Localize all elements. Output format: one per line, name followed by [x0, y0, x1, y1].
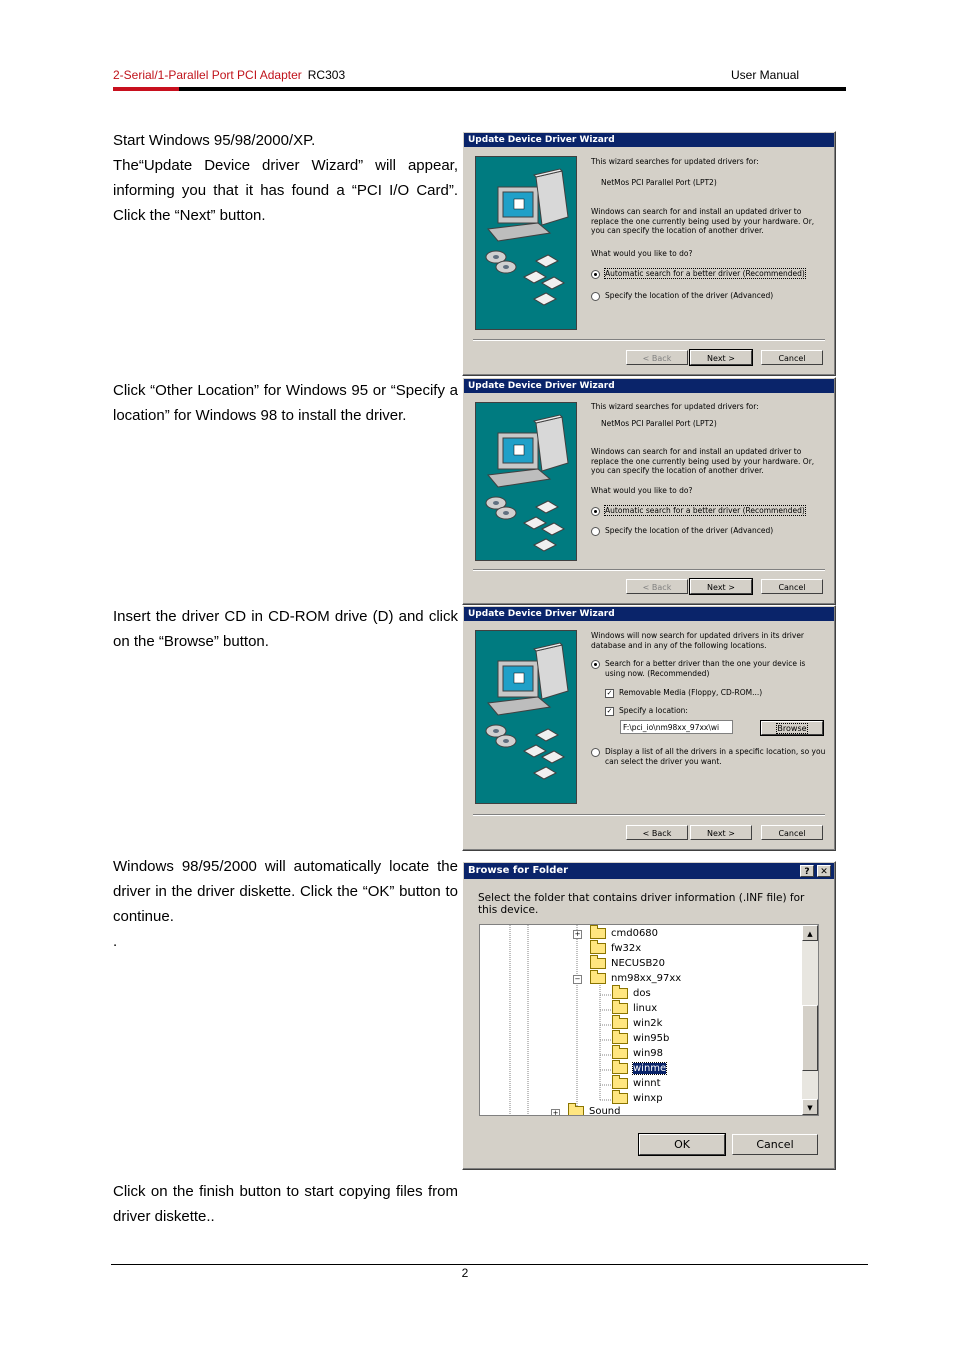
wizard-2-question: What would you like to do?	[591, 486, 693, 495]
next-button[interactable]: Next >	[690, 579, 752, 594]
radio-specify-label: Specify the location of the driver (Advanced)	[605, 291, 774, 300]
browse-for-folder-dialog	[462, 861, 836, 1170]
tree-item-winme[interactable]	[612, 1062, 666, 1076]
radio-search-label: Search for a better driver than the one your device is using now. (Recommended)	[605, 659, 806, 678]
step-1-line-1: Start Windows 95/98/2000/XP.	[113, 132, 316, 149]
wizard-dialog-3	[462, 605, 836, 851]
tree-label: fw32x	[611, 943, 642, 954]
cancel-button[interactable]: Cancel	[761, 825, 823, 840]
radio-specify-label: Specify the location of the driver (Advanced)	[605, 526, 774, 535]
tree-label: dos	[633, 988, 651, 999]
cancel-button[interactable]: Cancel	[761, 579, 823, 594]
wizard-2-title: Update Device Driver Wizard	[464, 379, 834, 393]
footer-rule	[111, 1264, 868, 1265]
wizard-2-separator	[473, 569, 825, 571]
radio-unselected-icon[interactable]	[591, 527, 600, 536]
header-product	[113, 68, 345, 82]
tree-label: win95b	[633, 1033, 670, 1044]
header-rule-red	[113, 87, 179, 91]
wizard-1-separator	[473, 339, 825, 341]
folder-tree[interactable]	[479, 924, 819, 1116]
folder-icon	[612, 1018, 628, 1029]
tree-label: NECUSB20	[611, 958, 666, 969]
close-button[interactable]: ✕	[817, 865, 831, 877]
folder-icon	[612, 1048, 628, 1059]
wizard-2-intro: This wizard searches for updated drivers for:	[591, 402, 759, 411]
wizard-1-radio-specify[interactable]	[591, 291, 773, 301]
tree-label: win2k	[633, 1018, 663, 1029]
wizard-3-illustration	[475, 630, 577, 804]
step-1-line-2: The“Update Device driver Wizard” will appear, informing you that it has found a “PCI I/O Card”. Click the “Next” button.	[113, 157, 458, 224]
folder-icon	[590, 943, 606, 954]
expand-plus-icon[interactable]: +	[574, 930, 581, 938]
step-4-dot: .	[113, 933, 118, 950]
browse-label: Browse	[777, 724, 807, 733]
folder-icon	[590, 928, 606, 939]
step-4-text	[113, 854, 458, 954]
wizard-2-description: Windows can search for and install an updated driver to replace the one currently being used by your hardware. Or, you can specify the location of another driver.	[591, 447, 815, 475]
folder-icon	[612, 1003, 628, 1014]
wizard-3-intro: Windows will now search for updated drivers in its driver database and in any of the following locations.	[591, 631, 805, 650]
tree-label: winnt	[633, 1078, 661, 1089]
next-button[interactable]: Next >	[690, 825, 752, 840]
computer-illustration-icon	[476, 631, 576, 803]
cancel-button[interactable]: Cancel	[761, 350, 823, 365]
browse-title-bar	[464, 863, 834, 879]
folder-icon	[612, 1033, 628, 1044]
vertical-scrollbar[interactable]	[802, 925, 818, 1115]
wizard-1-question: What would you like to do?	[591, 249, 693, 258]
page-number: 2	[461, 1266, 469, 1280]
wizard-2-device: NetMos PCI Parallel Port (LPT2)	[601, 419, 717, 428]
back-button[interactable]: < Back	[626, 579, 688, 594]
checkbox-checked-icon[interactable]: ✓	[606, 688, 613, 697]
radio-auto-label: Automatic search for a better driver (Recommended)	[605, 269, 805, 278]
back-button[interactable]: < Back	[626, 350, 688, 365]
scroll-down-arrow-icon[interactable]: ▼	[802, 1099, 818, 1115]
radio-list-label: Display a list of all the drivers in a specific location, so you can select the driver you want.	[605, 747, 826, 766]
browse-button[interactable]	[761, 721, 823, 735]
wizard-3-check-removable[interactable]	[605, 688, 762, 698]
step-4-line: Windows 98/95/2000 will automatically locate the driver in the driver diskette. Click the “OK” button to continue.	[113, 858, 458, 925]
product-name: 2-Serial/1-Parallel Port PCI Adapter	[113, 68, 302, 82]
wizard-3-radio-list[interactable]	[591, 747, 827, 766]
cancel-button[interactable]: Cancel	[732, 1134, 818, 1155]
tree-item-winxp[interactable]	[612, 1092, 663, 1106]
tree-label: win98	[633, 1048, 664, 1059]
check-location-label: Specify a location:	[619, 706, 688, 715]
computer-illustration-icon	[476, 403, 576, 560]
help-button[interactable]: ?	[800, 865, 814, 877]
wizard-3-separator	[473, 814, 825, 816]
folder-open-icon	[590, 973, 606, 984]
wizard-3-radio-search[interactable]	[591, 659, 827, 678]
wizard-dialog-1	[462, 131, 836, 376]
tree-item-win95b[interactable]	[612, 1032, 669, 1046]
radio-selected-icon[interactable]	[591, 507, 600, 516]
tree-label: winxp	[633, 1093, 663, 1104]
scroll-thumb[interactable]	[802, 1005, 818, 1071]
radio-selected-icon[interactable]	[591, 660, 600, 669]
folder-icon	[612, 1078, 628, 1089]
tree-label: linux	[633, 1003, 658, 1014]
collapse-minus-icon[interactable]: −	[574, 975, 581, 983]
wizard-1-illustration	[475, 156, 577, 330]
step-2-text: Click “Other Location” for Windows 95 or “Specify a location” for Windows 98 to install the driver.	[113, 382, 458, 424]
tree-item-nm98xx[interactable]	[590, 972, 681, 986]
model-number: RC303	[307, 68, 346, 82]
ok-button[interactable]: OK	[639, 1134, 725, 1155]
step-5-text: Click on the finish button to start copying files from driver diskette..	[113, 1183, 458, 1225]
folder-open-icon	[612, 1063, 628, 1074]
header-rule-black	[179, 87, 846, 91]
wizard-1-intro: This wizard searches for updated drivers for:	[591, 157, 759, 166]
step-3-text: Insert the driver CD in CD-ROM drive (D) and click on the “Browse” button.	[113, 608, 458, 650]
next-button[interactable]: Next >	[690, 350, 752, 365]
checkbox-checked-icon[interactable]: ✓	[606, 706, 613, 715]
tree-label-selected: winme	[633, 1063, 667, 1074]
radio-unselected-icon[interactable]	[591, 292, 600, 301]
radio-auto-label: Automatic search for a better driver (Recommended)	[605, 506, 805, 515]
browse-prompt: Select the folder that contains driver information (.INF file) for this device.	[478, 892, 805, 916]
wizard-2-radio-specify[interactable]	[591, 526, 773, 536]
expand-plus-icon[interactable]: +	[552, 1109, 559, 1116]
tree-label: nm98xx_97xx	[611, 973, 682, 984]
wizard-2-radio-auto[interactable]	[591, 506, 805, 516]
header-manual: User Manual	[731, 68, 800, 82]
tree-label: cmd0680	[611, 928, 659, 939]
tree-item-sound[interactable]	[568, 1105, 621, 1116]
check-removable-label: Removable Media (Floppy, CD-ROM...)	[619, 688, 763, 697]
wizard-1-title: Update Device Driver Wizard	[464, 133, 834, 147]
tree-item-cmd0680[interactable]	[590, 927, 658, 941]
wizard-3-title: Update Device Driver Wizard	[464, 607, 834, 621]
folder-icon	[612, 988, 628, 999]
folder-icon	[590, 958, 606, 969]
radio-unselected-icon[interactable]	[591, 748, 600, 757]
wizard-dialog-2	[462, 377, 836, 605]
wizard-3-check-location[interactable]	[605, 706, 688, 716]
folder-icon	[612, 1093, 628, 1104]
scroll-up-arrow-icon[interactable]: ▲	[802, 925, 818, 941]
tree-item-necusb20[interactable]	[590, 957, 665, 971]
wizard-1-radio-auto[interactable]	[591, 269, 805, 279]
tree-label: Sound	[589, 1106, 621, 1116]
radio-selected-icon[interactable]	[591, 270, 600, 279]
step-1-text	[113, 128, 458, 228]
back-button[interactable]: < Back	[626, 825, 688, 840]
location-input[interactable]: F:\pci_io\nm98xx_97xx\wi	[620, 720, 733, 734]
wizard-2-illustration	[475, 402, 577, 561]
computer-illustration-icon	[476, 157, 576, 329]
wizard-1-description: Windows can search for and install an updated driver to replace the one currently being used by your hardware. Or, you can specify the location of another driver.	[591, 207, 815, 235]
folder-icon	[568, 1106, 584, 1117]
wizard-1-device: NetMos PCI Parallel Port (LPT2)	[601, 178, 717, 187]
browse-title: Browse for Folder	[468, 865, 569, 876]
